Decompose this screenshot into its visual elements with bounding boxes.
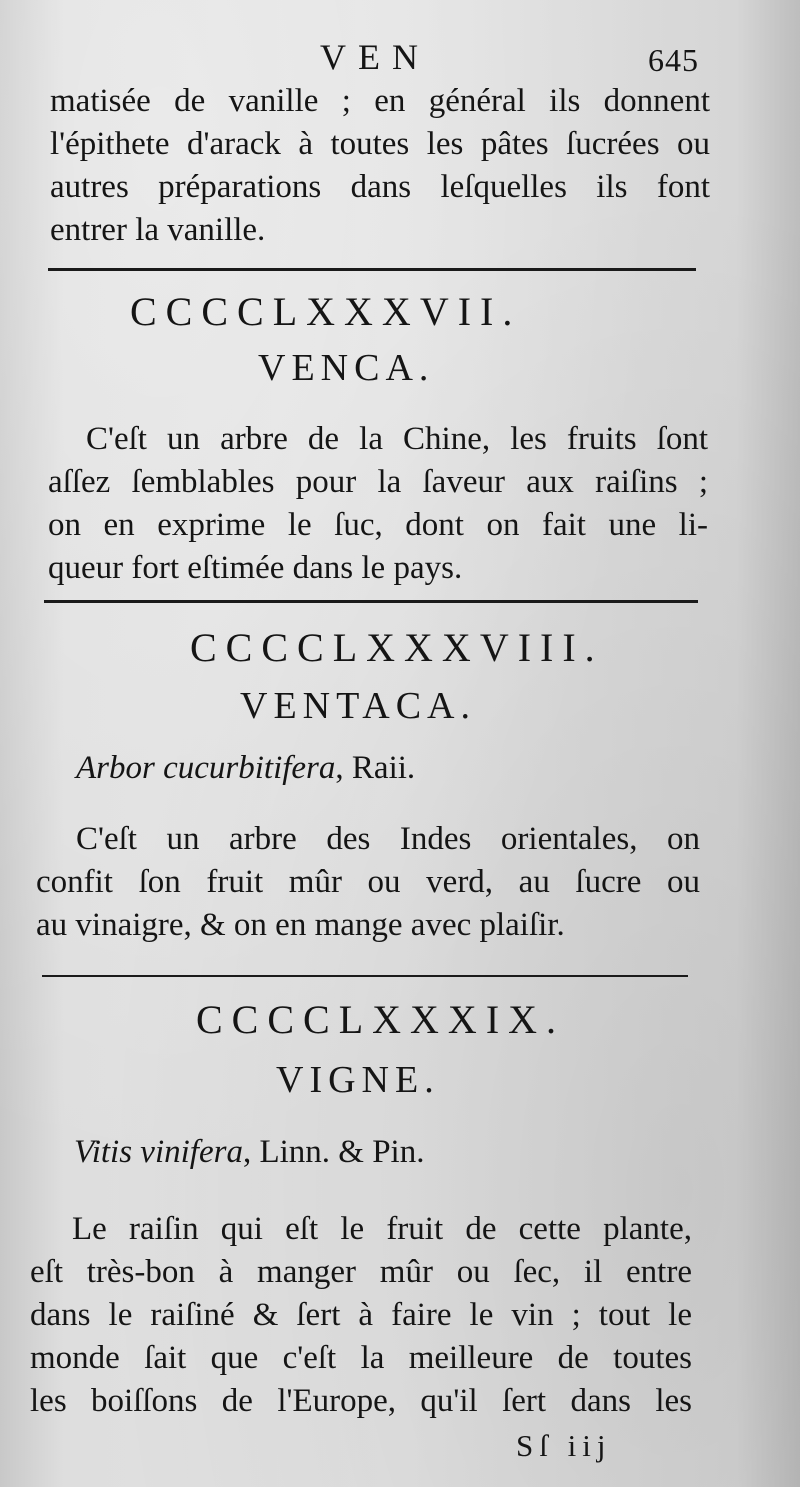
text-line: eſt très-bon à manger mûr ou ſec, il entre bbox=[30, 1254, 692, 1290]
entry-numeral: CCCCLXXXVIII. bbox=[190, 625, 604, 670]
text-line: dans le raiſiné & ſert à faire le vin ; tout le bbox=[30, 1297, 692, 1333]
entry-paragraph bbox=[36, 818, 700, 947]
text-line: autres préparations dans leſquelles ils font bbox=[50, 169, 710, 205]
text-line: C'eſt un arbre des Indes orientales, on bbox=[76, 821, 700, 857]
botanical-name bbox=[74, 1134, 424, 1171]
signature-mark: Sſ iij bbox=[516, 1428, 612, 1463]
text-line: matisée de vanille ; en général ils donnent bbox=[50, 83, 710, 119]
entry-numeral: CCCCLXXXIX. bbox=[196, 997, 566, 1042]
entry-title: VENCA. bbox=[258, 347, 435, 389]
section-divider bbox=[44, 600, 698, 603]
text-line: au vinaigre, & on en mange avec plaiſir. bbox=[36, 907, 565, 943]
text-line: confit ſon fruit mûr ou verd, au ſucre ou bbox=[36, 864, 700, 900]
text-line: entrer la vanille. bbox=[50, 212, 266, 248]
authority: , Raii. bbox=[335, 750, 416, 786]
latin-binomial: Vitis vinifera bbox=[74, 1134, 243, 1170]
text-line: C'eſt un arbre de la Chine, les fruits ſont bbox=[86, 421, 708, 457]
text-line: aſſez ſemblables pour la ſaveur aux raiſins ; bbox=[48, 464, 708, 500]
text-line: les boiſſons de l'Europe, qu'il ſert dans les bbox=[30, 1383, 692, 1419]
authority: , Linn. & Pin. bbox=[242, 1134, 425, 1170]
intro-paragraph bbox=[50, 80, 710, 252]
text-line: monde ſait que c'eſt la meilleure de toutes bbox=[30, 1340, 692, 1376]
latin-binomial: Arbor cucurbitifera bbox=[76, 750, 336, 786]
entry-paragraph bbox=[48, 418, 708, 590]
entry-paragraph bbox=[30, 1208, 692, 1423]
text-line: on en exprime le ſuc, dont on fait une li- bbox=[48, 507, 708, 543]
page-number: 645 bbox=[648, 42, 699, 78]
section-divider bbox=[42, 975, 688, 977]
text-line: l'épithete d'arack à toutes les pâtes ſucrées ou bbox=[50, 126, 710, 162]
botanical-name bbox=[76, 750, 415, 787]
section-divider bbox=[48, 268, 696, 271]
text-line: Le raiſin qui eſt le fruit de cette plante, bbox=[72, 1211, 692, 1247]
entry-title: VENTACA. bbox=[240, 685, 476, 727]
entry-numeral: CCCCLXXXVII. bbox=[130, 289, 522, 334]
text-line: queur fort eſtimée dans le pays. bbox=[48, 550, 463, 586]
running-head: VEN bbox=[320, 37, 430, 77]
entry-title: VIGNE. bbox=[276, 1059, 440, 1101]
